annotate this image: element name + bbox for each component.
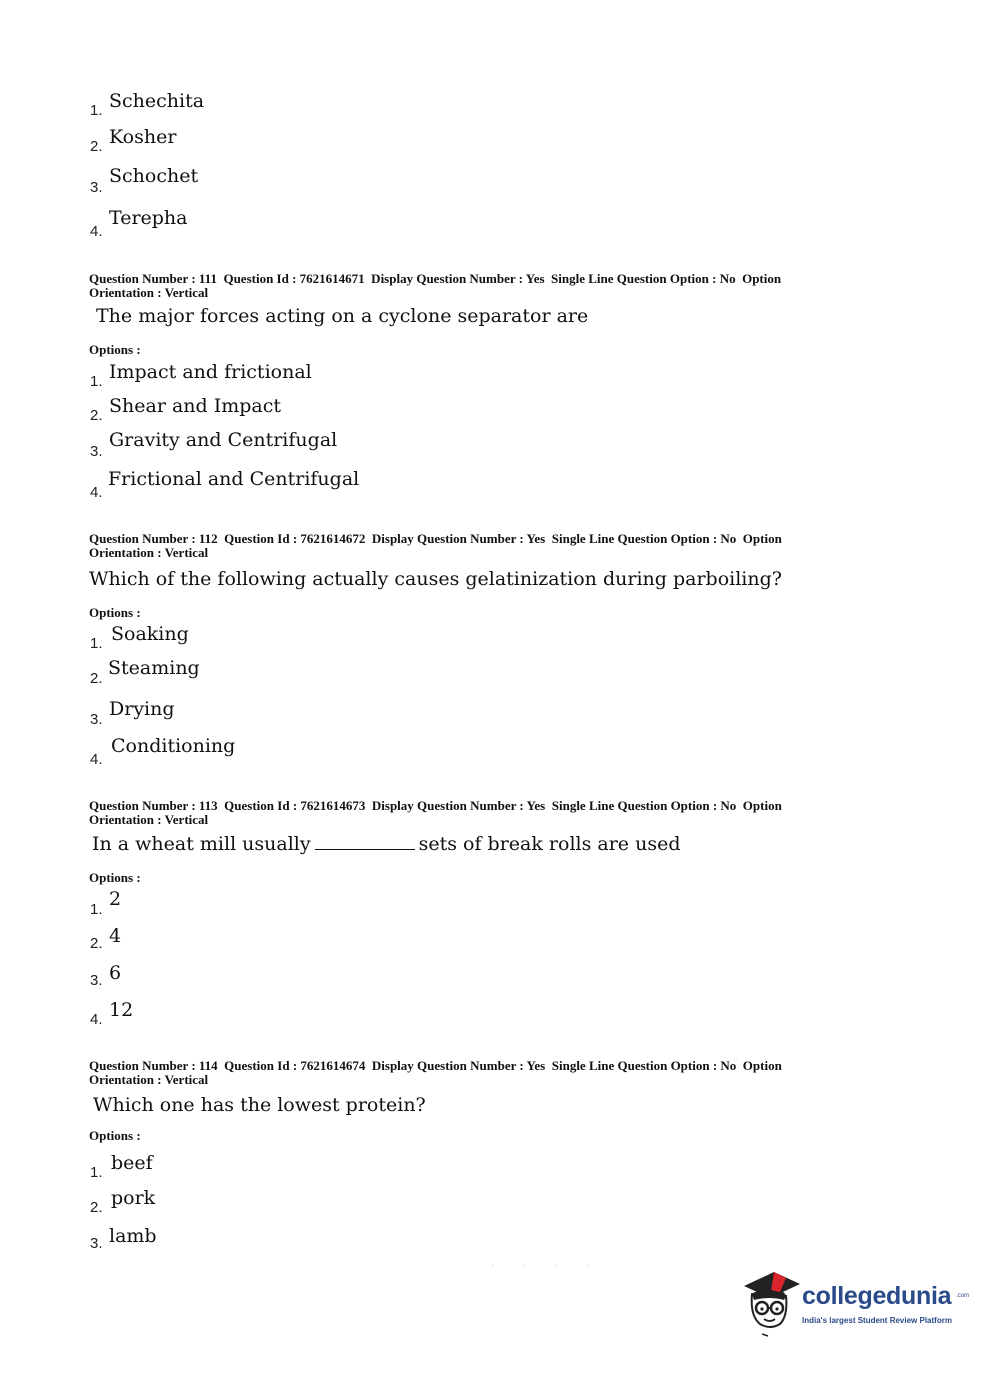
- option-text: Impact and frictional: [109, 361, 312, 383]
- option-number: 1.: [90, 901, 103, 918]
- option-number: 2.: [90, 407, 103, 424]
- brand-domain-suffix: .com: [956, 1293, 970, 1299]
- question-113-meta: [89, 799, 889, 827]
- meta-line-2: Orientation : Vertical: [89, 812, 209, 827]
- option-text: Gravity and Centrifugal: [109, 429, 338, 451]
- option-number: 2.: [90, 1199, 103, 1216]
- option-number: 2.: [90, 670, 103, 687]
- question-112-text: Which of the following actually causes gelatinization during parboiling?: [89, 568, 782, 590]
- option-text: Frictional and Centrifugal: [108, 468, 360, 490]
- option-text: 4: [109, 925, 122, 947]
- option-number: 2.: [90, 935, 103, 952]
- question-114-text: Which one has the lowest protein?: [93, 1094, 426, 1116]
- option-number: 2.: [90, 138, 103, 155]
- question-111-text: The major forces acting on a cyclone separator are: [96, 305, 589, 327]
- option-text: Conditioning: [111, 735, 236, 757]
- question-text-after-blank: sets of break rolls are used: [418, 833, 681, 855]
- meta-line-1: Question Number : 113 Question Id : 7621614673 Display Question Number : Yes Single Line Question Option : No Option: [89, 798, 782, 813]
- options-label: Options :: [89, 1128, 141, 1143]
- question-113-text: [92, 833, 680, 855]
- meta-line-2: Orientation : Vertical: [89, 1072, 209, 1087]
- option-number: 3.: [90, 179, 103, 196]
- option-text: 6: [109, 962, 122, 984]
- brand-name: collegedunia: [802, 1282, 952, 1310]
- option-text: Kosher: [109, 126, 177, 148]
- option-text: Terepha: [109, 207, 188, 229]
- meta-line-1: Question Number : 111 Question Id : 7621614671 Display Question Number : Yes Single Line Question Option : No Option: [89, 271, 782, 286]
- option-number: 1.: [90, 102, 103, 119]
- question-text-before-blank: In a wheat mill usually: [92, 833, 311, 855]
- option-text: Schochet: [109, 165, 199, 187]
- option-number: 4.: [90, 484, 103, 501]
- option-text: Drying: [109, 698, 175, 720]
- option-text: Schechita: [109, 90, 205, 112]
- option-number: 3.: [90, 1235, 103, 1252]
- collegedunia-logo: [740, 1268, 970, 1340]
- option-text: pork: [111, 1187, 156, 1209]
- option-number: 3.: [90, 972, 103, 989]
- option-text: Steaming: [108, 657, 200, 679]
- option-text: lamb: [109, 1225, 157, 1247]
- option-text: Shear and Impact: [109, 395, 282, 417]
- option-number: 4.: [90, 223, 103, 240]
- question-111-meta: [89, 272, 889, 300]
- option-text: 12: [109, 999, 134, 1021]
- option-number: 3.: [90, 711, 103, 728]
- option-number: 1.: [90, 1164, 103, 1181]
- option-text: 2: [109, 888, 122, 910]
- meta-line-1: Question Number : 112 Question Id : 7621614672 Display Question Number : Yes Single Line Question Option : No Option: [89, 531, 782, 546]
- brand-tagline: India's largest Student Review Platform: [802, 1316, 952, 1325]
- fill-in-blank: [315, 833, 415, 850]
- option-text: beef: [111, 1152, 153, 1174]
- option-text: Soaking: [111, 623, 189, 645]
- options-label: Options :: [89, 870, 141, 885]
- option-number: 1.: [90, 373, 103, 390]
- meta-line-2: Orientation : Vertical: [89, 545, 209, 560]
- question-114-meta: [89, 1059, 889, 1087]
- option-number: 4.: [90, 751, 103, 768]
- option-number: 1.: [90, 635, 103, 652]
- options-label: Options :: [89, 342, 141, 357]
- option-number: 3.: [90, 443, 103, 460]
- options-label: Options :: [89, 605, 141, 620]
- meta-line-2: Orientation : Vertical: [89, 285, 209, 300]
- scan-artifact-dots: · · · ·: [492, 1263, 603, 1269]
- question-112-meta: [89, 532, 889, 560]
- option-number: 4.: [90, 1011, 103, 1028]
- mascot-icon: [740, 1268, 802, 1340]
- meta-line-1: Question Number : 114 Question Id : 7621614674 Display Question Number : Yes Single Line Question Option : No Option: [89, 1058, 782, 1073]
